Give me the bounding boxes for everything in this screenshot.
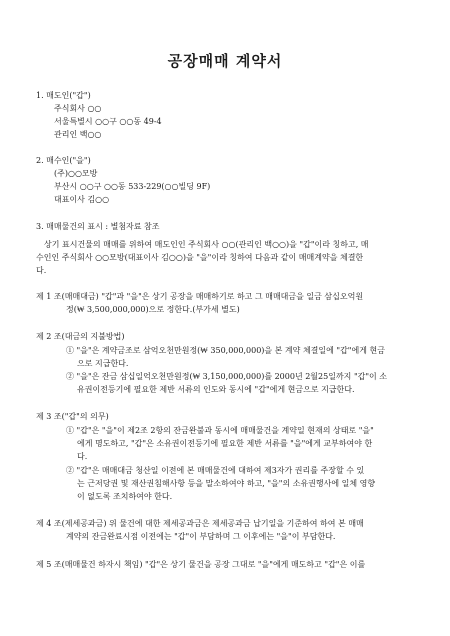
intro-line-1: 상기 표시건물의 매매를 위하여 매도인인 주식회사 ○○(관리인 백○○)을 "갑"이라 칭하고, 매 [44, 240, 369, 249]
article-1-line-2: 정(₩ 3,500,000,000)으로 정한다.(부가세 별도) [66, 305, 240, 314]
article-3-item-1-line-3: 다. [77, 452, 88, 461]
buyer-heading: 2. 매수인("을") [36, 156, 91, 165]
seller-company: 주식회사 ○○ [54, 104, 102, 113]
article-3-item-2-line-1: ② "갑"은 매매대금 청산일 이전에 본 매매물건에 대하여 제3자가 권리를 주장할 수 있 [66, 466, 365, 475]
buyer-representative: 대표이사 김○○ [54, 195, 110, 204]
article-2-heading: 제 2 조(대금의 지불방법) [36, 332, 125, 341]
article-4-line-1: 제 4 조(제세공과금) 위 물건에 대한 제세공과금은 제세공과금 납기일을 기준하여 하여 본 매매 [36, 519, 364, 528]
seller-address: 서울특별시 ○○구 ○○동 49-4 [54, 117, 162, 126]
article-4-line-2: 계약의 잔금완료시점 이전에는 "갑"이 부담하며 그 이후에는 "을"이 부담한다. [66, 532, 336, 541]
article-3-item-1-line-1: ① "갑"은 "을"이 제2조 2항의 잔금완불과 동시에 매매물건을 계약일 현재의 상태로 "을" [66, 426, 374, 435]
article-2-item-1-line-1: ① "을"은 계약금조로 삼억오천만원정(₩ 350,000,000)을 본 계약 체결일에 "갑"에게 현금 [66, 346, 385, 355]
article-3-heading: 제 3 조("갑"의 의무) [36, 412, 109, 421]
article-2-item-2-line-2: 유권이전등기에 필요한 제반 서류의 인도와 동시에 "갑"에게 현금으로 지급한다. [77, 385, 355, 394]
document-title: 공장매매 계약서 [167, 52, 283, 70]
article-1-line-1: 제 1 조(매매대금) "갑"과 "을"은 상기 공장을 매매하기로 하고 그 매매대금을 일금 삼십오억원 [36, 292, 364, 301]
article-2-item-1-line-2: 으로 지급한다. [77, 359, 129, 368]
buyer-address: 부산시 ○○구 ○○동 533-229(○○빌딩 9F) [54, 182, 211, 191]
intro-line-3: 다. [36, 266, 47, 275]
article-3-item-1-line-2: 에게 명도하고, "갑"은 소유권이전등기에 필요한 제반 서류를 "을"에게 교부하여야 한 [77, 439, 373, 448]
intro-line-2: 수인인 주식회사 ○○모방(대표이사 김○○)을 "을"이라 칭하여 다음과 같이 매매계약을 체결한 [36, 253, 364, 262]
article-5-line-1: 제 5 조(매매물건 하자시 책임) "갑"은 상기 물건을 공장 그대로 "을"에게 매도하고 "갑"은 이를 [36, 560, 366, 569]
article-2-item-2-line-1: ② "을"은 잔금 삼십일억오천만원정(₩ 3,150,000,000)를 2000년 2월25일까지 "갑"이 소 [66, 372, 388, 381]
article-3-item-2-line-3: 이 없도록 조치하여야 한다. [77, 492, 173, 501]
seller-representative: 관리인 백○○ [54, 130, 102, 139]
buyer-company: (주)○○모방 [54, 169, 98, 178]
property-description: 3. 매매물건의 표시 : 별첨자료 참조 [36, 222, 160, 231]
article-3-item-2-line-2: 는 근저당권 및 재산권침해사항 등을 말소하여야 하고, "을"의 소유권행사에 일체 영향 [77, 479, 376, 488]
seller-heading: 1. 매도인("갑") [36, 91, 91, 100]
